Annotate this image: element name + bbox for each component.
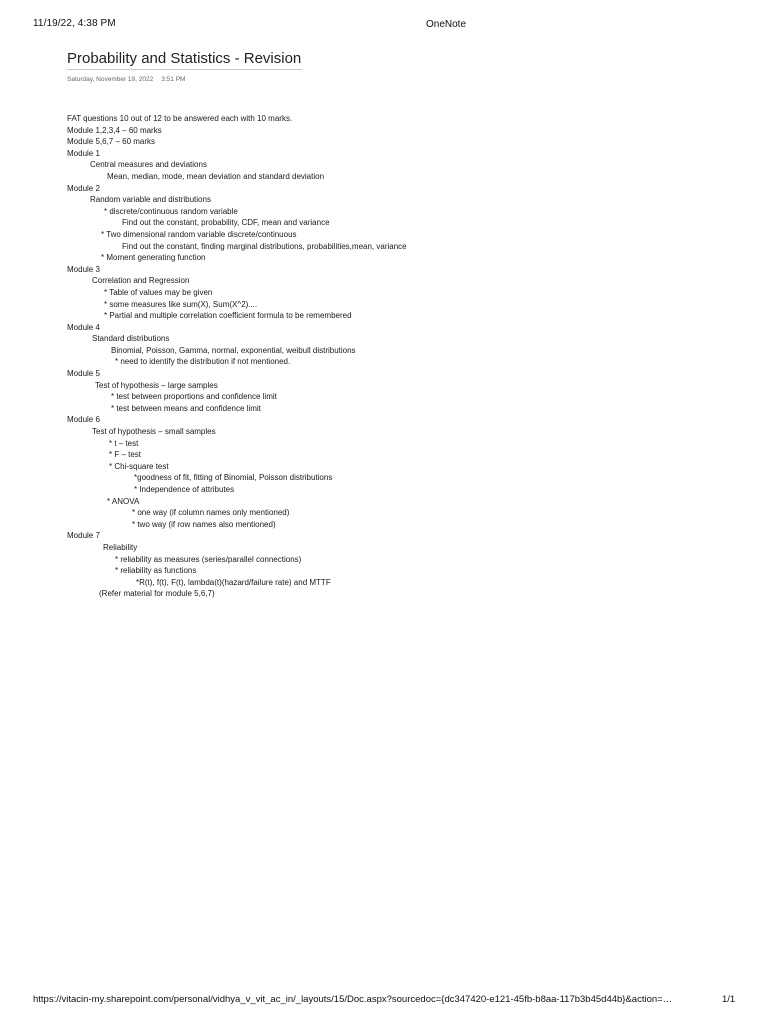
note-line: * reliability as functions xyxy=(115,566,197,576)
note-line: * F – test xyxy=(109,450,142,460)
note-line: Central measures and deviations xyxy=(90,160,207,170)
print-header-app-title: OneNote xyxy=(426,19,467,30)
note-line: Test of hypothesis – small samples xyxy=(92,427,216,437)
note-line: * need to identify the distribution if not mentioned. xyxy=(115,357,291,367)
print-header-datetime: 11/19/22, 4:38 PM xyxy=(33,18,116,29)
note-line: *goodness of fit, fitting of Binomial, Poisson distributions xyxy=(134,473,333,483)
page-date: Saturday, November 19, 2022 xyxy=(67,76,154,83)
note-line: Module 1 xyxy=(67,148,100,158)
note-body xyxy=(67,113,727,600)
note-line: Find out the constant, finding marginal distributions, probabilities,mean, variance xyxy=(122,241,407,251)
note-line: * reliability as measures (series/parallel connections) xyxy=(115,554,302,564)
page-time: 3:51 PM xyxy=(161,76,186,83)
note-line: Correlation and Regression xyxy=(92,276,190,286)
page-created-datetime xyxy=(67,76,185,83)
note-line: Module 1,2,3,4 – 60 marks xyxy=(67,125,162,135)
note-line: *R(t), f(t), F(t), lambda(t)(hazard/failure rate) and MTTF xyxy=(136,577,331,587)
note-line: * some measures like sum(X), Sum(X^2).... xyxy=(104,299,258,309)
note-line: Random variable and distributions xyxy=(90,195,211,205)
note-line: Test of hypothesis – large samples xyxy=(95,380,218,390)
page-title: Probability and Statistics - Revision xyxy=(67,50,302,70)
print-footer-url: https://vitacin-my.sharepoint.com/personal/vidhya_v_vit_ac_in/_layouts/15/Doc.aspx?sourcedoc={dc347420-e121-45fb-b8aa-117b3b45d44b}&action=… xyxy=(33,994,673,1005)
note-line: * t – test xyxy=(109,438,139,448)
note-line: * Chi-square test xyxy=(109,461,169,471)
note-line: Find out the constant, probability, CDF, mean and variance xyxy=(122,218,330,228)
note-line: * Two dimensional random variable discrete/continuous xyxy=(101,229,297,239)
note-line: Standard distributions xyxy=(92,334,170,344)
note-line: * test between means and confidence limit xyxy=(111,403,261,413)
note-line: Module 2 xyxy=(67,183,100,193)
print-footer-page-number: 1/1 xyxy=(722,994,736,1005)
note-line: Reliability xyxy=(103,542,138,552)
note-line: Module 5,6,7 – 60 marks xyxy=(67,137,156,147)
note-line: Module 7 xyxy=(67,531,100,541)
note-line: * discrete/continuous random variable xyxy=(104,206,238,216)
note-line: Binomial, Poisson, Gamma, normal, exponential, weibull distributions xyxy=(111,345,356,355)
note-line: Module 5 xyxy=(67,369,100,379)
note-line: * Independence of attributes xyxy=(134,485,235,494)
note-line: * two way (if row names also mentioned) xyxy=(132,519,276,529)
note-line: Module 6 xyxy=(67,415,100,425)
note-line: * test between proportions and confidence limit xyxy=(111,392,277,402)
note-line: * one way (if column names only mentioned) xyxy=(132,508,290,518)
note-line: * Table of values may be given xyxy=(104,287,213,297)
note-line: * Moment generating function xyxy=(101,253,206,263)
note-line: FAT questions 10 out of 12 to be answered each with 10 marks. xyxy=(67,114,293,123)
note-line: Module 3 xyxy=(67,264,100,274)
note-line: * Partial and multiple correlation coefficient formula to be remembered xyxy=(104,311,352,321)
note-line: * ANOVA xyxy=(107,496,140,506)
note-line: Mean, median, mode, mean deviation and standard deviation xyxy=(107,171,325,181)
note-line: Module 4 xyxy=(67,322,100,332)
note-line: (Refer material for module 5,6,7) xyxy=(99,589,215,599)
